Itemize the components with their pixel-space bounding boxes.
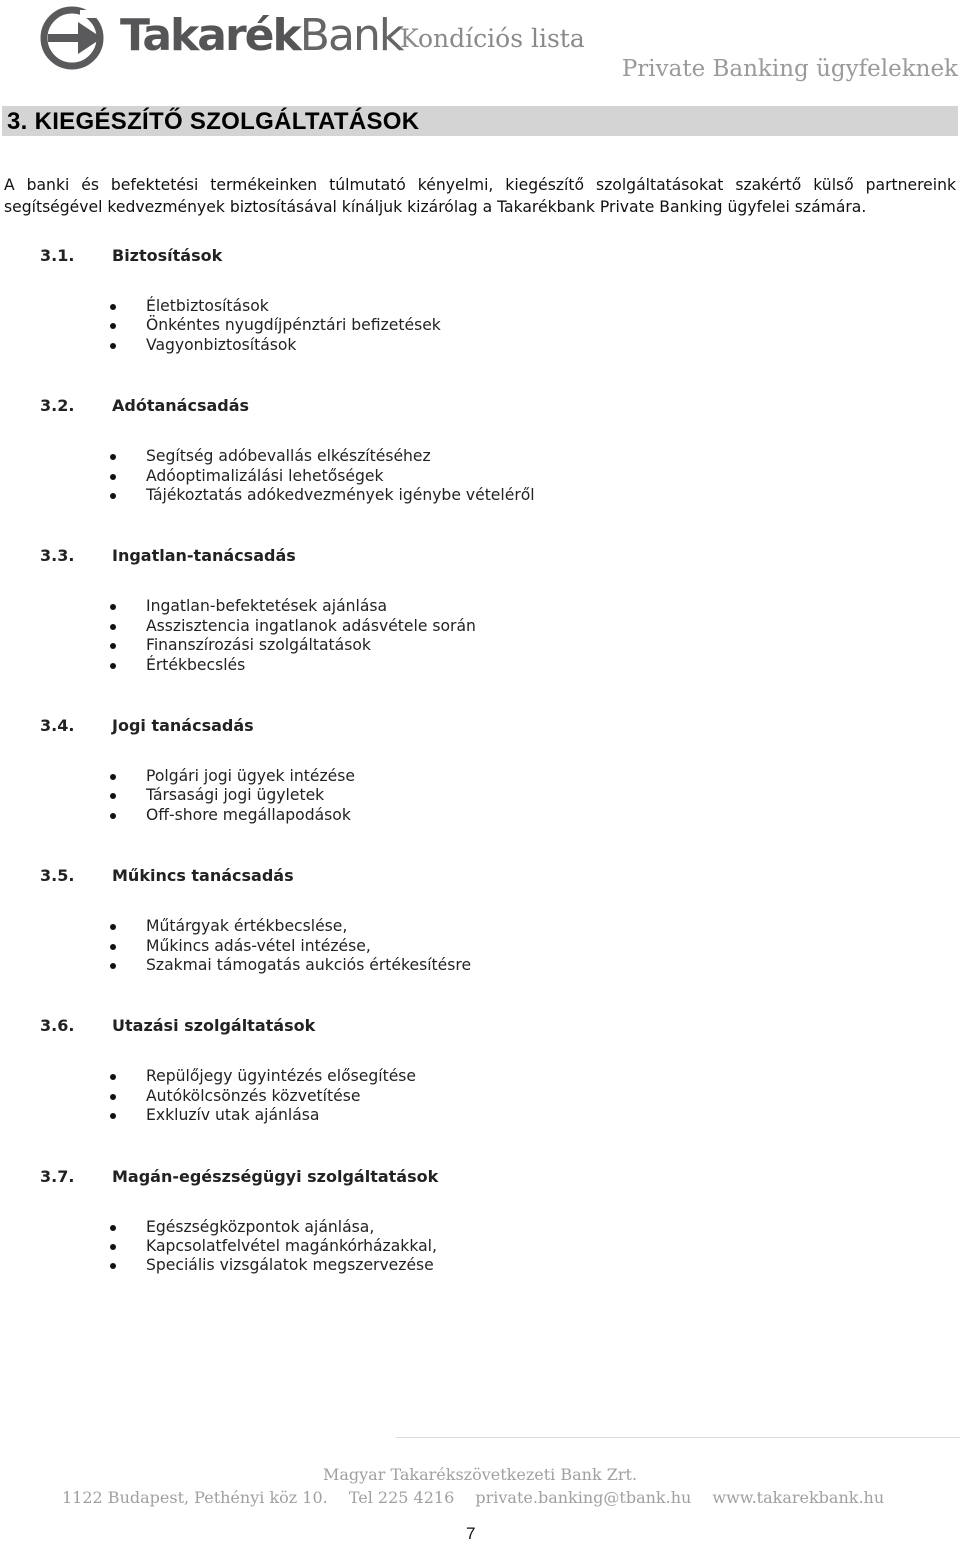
intro-paragraph: A banki és befektetési termékeinken túlmutató kényelmi, kiegészítő szolgáltatásokat szakértő külső partnereink segítségével kedvezmények biztosításával kínáljuk kizárólag a Takarékbank Private Banking ügyfelei számára. [4,176,956,216]
subsection-heading [40,546,940,565]
bullet-icon [110,323,116,329]
page-number: 7 [466,1524,476,1543]
bullet-list [0,1218,900,1276]
list-item [0,767,900,786]
footer-phone: Tel 225 4216 [348,1488,455,1507]
subsection-number: 3.1. [40,246,75,265]
subsection-title: Utazási szolgáltatások [112,1016,316,1036]
subsection-title: Ingatlan-tanácsadás [112,546,296,566]
footer-company [0,1465,960,1484]
subsection-number: 3.7. [40,1166,75,1186]
list-item [0,937,900,956]
bullet-icon [110,493,116,499]
list-item [0,597,900,616]
list-item-text: Értékbecslés [146,655,246,674]
document-title: Kondíciós lista [400,24,585,53]
bullet-list [0,917,900,975]
section-heading-bar [2,106,958,136]
document-subtitle: Private Banking ügyfeleknek [621,56,958,82]
list-item-text: Adóoptimalizálási lehetőségek [146,466,384,485]
subsection-number: 3.3. [40,546,75,566]
section-heading: 3. KIEGÉSZÍTŐ SZOLGÁLTATÁSOK [7,108,420,135]
list-item-text: Életbiztosítások [146,297,269,315]
bullet-icon [110,924,116,930]
bullet-icon [110,1225,116,1231]
page-header [0,0,960,100]
bullet-icon [110,1094,116,1100]
list-item-text: Finanszírozási szolgáltatások [146,636,371,655]
list-item [0,1106,900,1125]
list-item-text: Autókölcsönzés közvetítése [146,1086,361,1105]
company-name: Magyar Takarékszövetkezeti Bank Zrt. [322,1465,638,1484]
footer-divider [396,1437,960,1438]
subsection-number: 3.2. [40,396,75,416]
list-item [0,467,900,486]
subsection-heading [40,1167,940,1186]
list-item-text: Kapcsolatfelvétel magánkórházakkal, [146,1236,437,1255]
list-item-text: Egészségközpontok ajánlása, [146,1217,375,1236]
subsection-heading [40,716,940,735]
bullet-icon [110,304,116,310]
logo-text-takarek: Takarék [120,10,300,61]
bullet-icon [110,774,116,780]
footer-address: 1122 Budapest, Pethényi köz 10. [62,1488,328,1507]
list-item [0,1237,900,1256]
bullet-list [0,447,900,505]
bullet-icon [110,1263,116,1269]
bullet-icon [110,624,116,630]
list-item [0,297,900,316]
list-item-text: Társasági jogi ügyletek [146,786,325,805]
list-item [0,1218,900,1237]
list-item [0,486,900,505]
subsection-number: 3.5. [40,866,75,886]
footer-contact [62,1488,900,1507]
subsection-heading [40,396,940,415]
list-item-text: Speciális vizsgálatok megszervezése [146,1256,434,1275]
list-item-text: Exkluzív utak ajánlása [146,1106,320,1125]
takarekbank-logo-icon [38,4,110,70]
list-item [0,917,900,936]
bullet-list [0,297,900,355]
subsection-heading [40,1016,940,1035]
subsection-title: Biztosítások [112,246,223,265]
bullet-icon [110,643,116,649]
bullet-icon [110,474,116,480]
list-item-text: Polgári jogi ügyek intézése [146,767,355,785]
logo-wordmark [120,10,402,61]
list-item [0,786,900,805]
subsection-heading [40,246,940,265]
list-item [0,336,900,355]
bullet-icon [110,793,116,799]
list-item-text: Vagyonbiztosítások [146,335,297,354]
list-item [0,617,900,636]
subsection-title: Jogi tanácsadás [112,716,254,735]
subsection-number: 3.6. [40,1016,75,1036]
bullet-icon [110,343,116,349]
logo-text-bank: Bank [299,10,403,61]
list-item-text: Műtárgyak értékbecslése, [146,917,348,936]
list-item-text: Ingatlan-befektetések ajánlása [146,597,388,616]
subsection-heading [40,866,940,885]
list-item-text: Tájékoztatás adókedvezmények igénybe vételéről [146,485,535,504]
list-item [0,656,900,675]
list-item [0,1087,900,1106]
list-item-text: Önkéntes nyugdíjpénztári befizetések [146,316,441,335]
bullet-icon [110,963,116,969]
subsection-title: Magán-egészségügyi szolgáltatások [112,1166,439,1186]
list-item-text: Segítség adóbevallás elkészítéséhez [146,447,431,466]
bullet-icon [110,1074,116,1080]
subsection-title: Adótanácsadás [112,396,250,416]
list-item [0,806,900,825]
list-item-text: Asszisztencia ingatlanok adásvétele során [146,616,476,635]
bullet-list [0,597,900,675]
bullet-icon [110,944,116,950]
list-item [0,316,900,335]
list-item-text: Repülőjegy ügyintézés elősegítése [146,1067,417,1086]
bullet-icon [110,1244,116,1250]
subsection-title: Műkincs tanácsadás [112,866,294,886]
list-item [0,1067,900,1086]
bullet-icon [110,813,116,819]
bullet-icon [110,604,116,610]
footer-website[interactable]: www.takarekbank.hu [712,1488,885,1507]
list-item [0,1256,900,1275]
bullet-icon [110,454,116,460]
list-item [0,447,900,466]
bullet-list [0,767,900,825]
list-item [0,636,900,655]
bullet-icon [110,1113,116,1119]
footer-email[interactable]: private.banking@tbank.hu [475,1488,692,1507]
list-item-text: Off-shore megállapodások [146,805,351,824]
list-item-text: Szakmai támogatás aukciós értékesítésre [146,955,472,974]
list-item-text: Műkincs adás-vétel intézése, [146,936,371,955]
subsection-number: 3.4. [40,716,75,735]
bullet-list [0,1067,900,1125]
bullet-icon [110,663,116,669]
list-item [0,956,900,975]
